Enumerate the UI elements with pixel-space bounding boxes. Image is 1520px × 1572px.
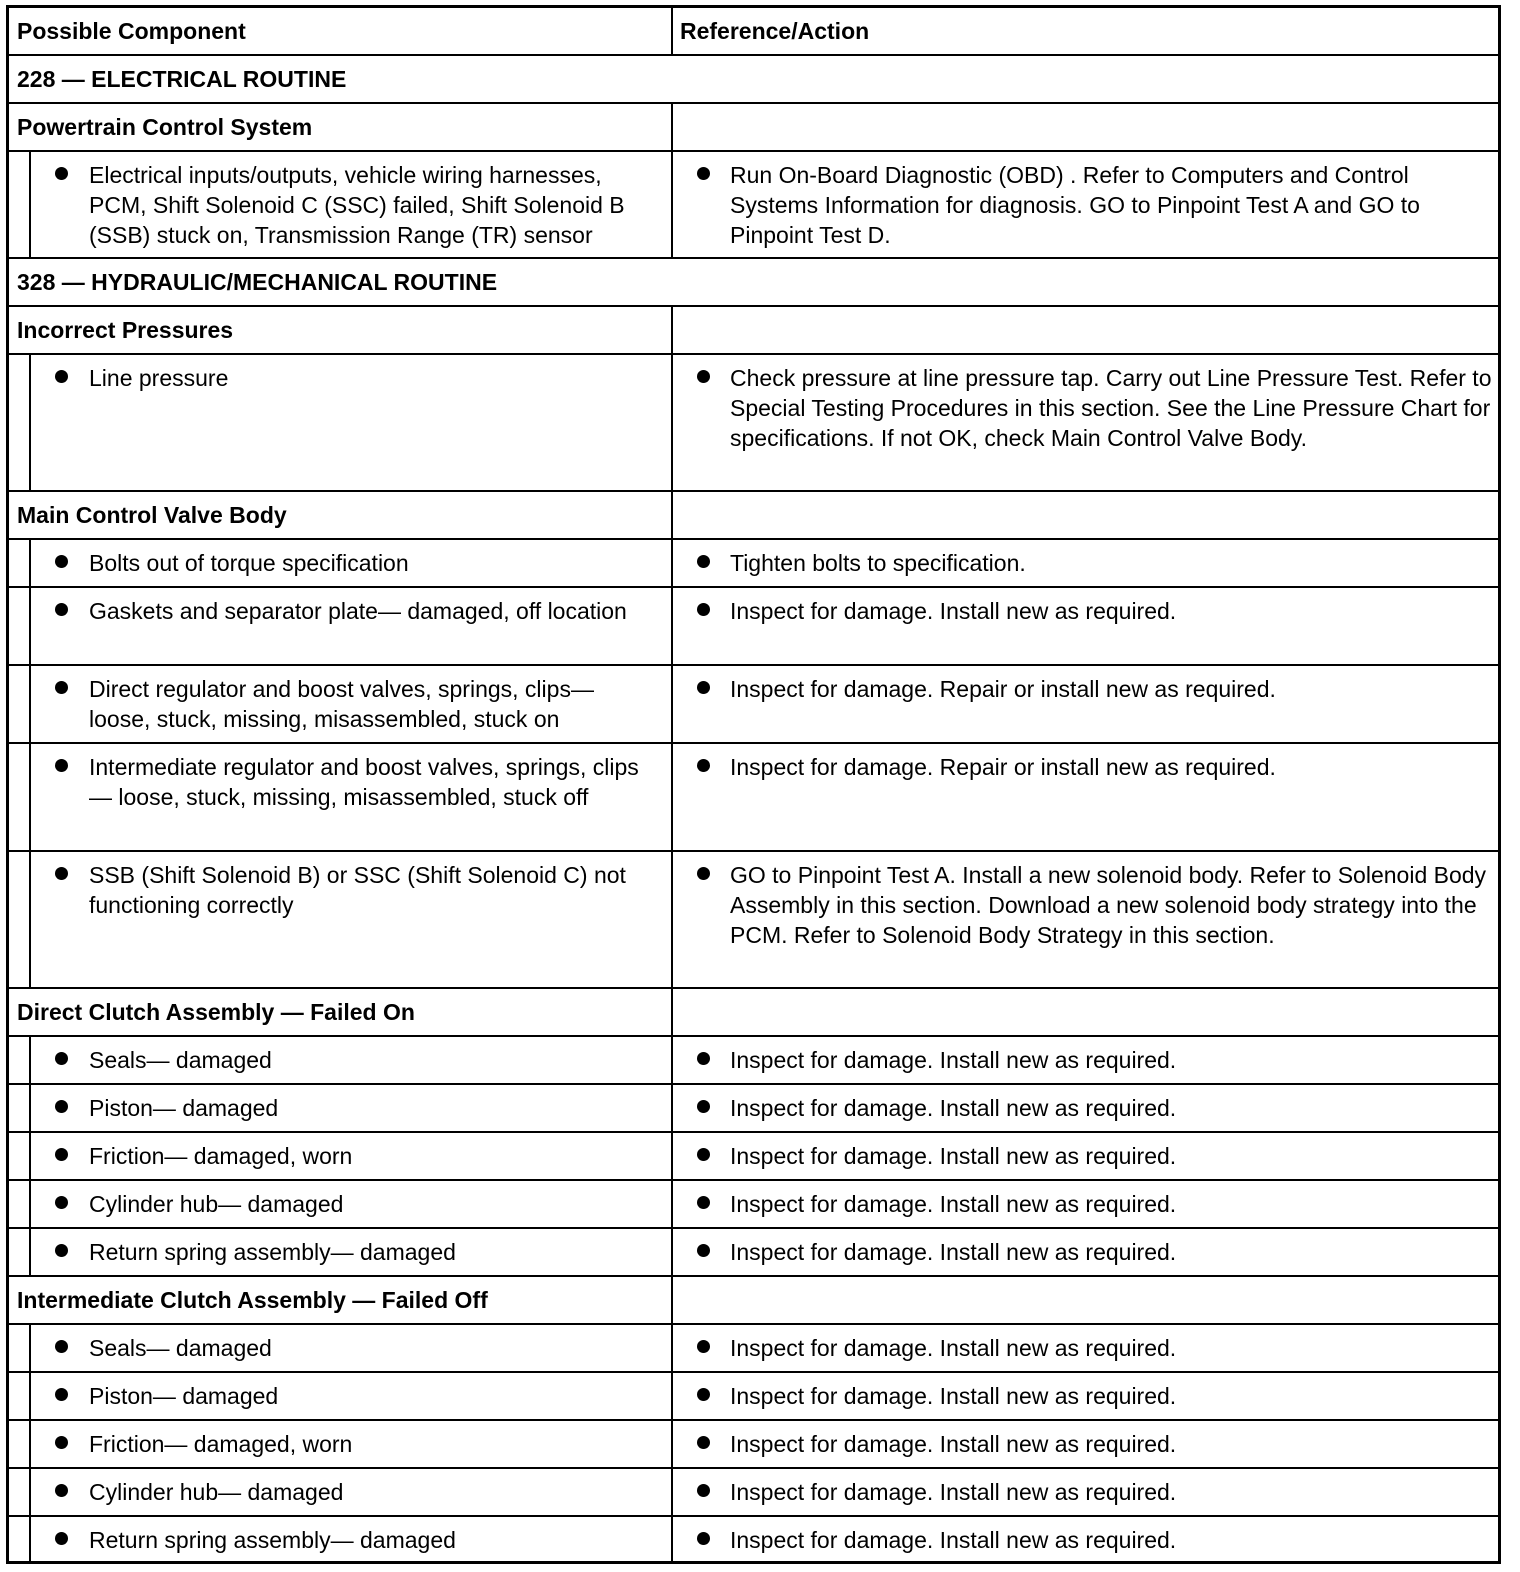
component-text: Electrical inputs/outputs, vehicle wiring harnesses, PCM, Shift Solenoid C (SSC) failed, Shift Solenoid B (SSB) stuck on, Transmission Range (TR) sensor [89,162,625,248]
table-row [9,1083,1498,1131]
component-text: Friction— damaged, worn [89,1143,353,1169]
group-action-empty [673,104,1498,150]
bullet-icon [697,1052,710,1065]
bullet-icon [697,867,710,880]
bullet-icon [55,1052,68,1065]
section-title: 228 — ELECTRICAL ROUTINE [17,66,347,92]
bullet-icon [697,1532,710,1545]
component-text: Piston— damaged [89,1383,279,1409]
action-text: Inspect for damage. Install new as required. [730,598,1177,624]
header-possible-component: Possible Component [9,8,673,54]
bullet-icon [55,167,68,180]
bullet-icon [55,1484,68,1497]
action-text: Inspect for damage. Install new as required. [730,1047,1177,1073]
action-text: Inspect for damage. Install new as required. [730,1431,1177,1457]
action-text: Inspect for damage. Install new as required. [730,1527,1177,1553]
bullet-icon [697,1340,710,1353]
bullet-icon [697,1436,710,1449]
bullet-icon [697,759,710,772]
component-text: Piston— damaged [89,1095,279,1121]
bullet-icon [697,1484,710,1497]
bullet-icon [697,1388,710,1401]
component-text: Friction— damaged, worn [89,1431,353,1457]
table-row [9,664,1498,742]
bullet-icon [697,1148,710,1161]
component-text: Seals— damaged [89,1335,272,1361]
bullet-icon [55,1148,68,1161]
section-row [9,54,1498,102]
table-row [9,742,1498,850]
component-text: Return spring assembly— damaged [89,1527,456,1553]
component-text: Intermediate regulator and boost valves, springs, clips— loose, stuck, missing, misassembled, stuck off [89,754,639,810]
action-text: Inspect for damage. Install new as required. [730,1191,1177,1217]
component-text: Seals— damaged [89,1047,272,1073]
table-row [9,538,1498,586]
action-text: Inspect for damage. Repair or install new as required. [730,676,1276,702]
group-title: Powertrain Control System [9,104,673,150]
bullet-icon [55,370,68,383]
table-row [9,1035,1498,1083]
component-text: Line pressure [89,365,229,391]
table-row [9,353,1498,490]
group-row [9,305,1498,353]
table-row [9,1179,1498,1227]
table-row [9,850,1498,987]
diagnosis-table [6,5,1501,1564]
table-row [9,1467,1498,1515]
action-text: Run On-Board Diagnostic (OBD) . Refer to Computers and Control Systems Information for diagnosis. GO to Pinpoint Test A and GO to Pinpoint Test D. [730,162,1420,248]
table-row [9,150,1498,257]
bullet-icon [697,1196,710,1209]
header-reference-action: Reference/Action [680,18,870,44]
group-action-empty [673,307,1498,353]
table-header-row [9,8,1498,54]
action-text: Inspect for damage. Install new as required. [730,1143,1177,1169]
table-row [9,1515,1498,1561]
component-text: Cylinder hub— damaged [89,1191,344,1217]
section-row [9,257,1498,305]
bullet-icon [55,1244,68,1257]
group-title: Direct Clutch Assembly — Failed On [9,989,673,1035]
component-text: Direct regulator and boost valves, springs, clips— loose, stuck, missing, misassembled, stuck on [89,676,594,732]
action-text: GO to Pinpoint Test A. Install a new solenoid body. Refer to Solenoid Body Assembly in this section. Download a new solenoid body strategy into the PCM. Refer to Solenoid Body Strategy in this section. [730,862,1487,948]
action-text: Check pressure at line pressure tap. Carry out Line Pressure Test. Refer to Special Testing Procedures in this section. See the Line Pressure Chart for specifications. If not OK, check Main Control Valve Body. [730,365,1492,451]
bullet-icon [55,1196,68,1209]
action-text: Inspect for damage. Install new as required. [730,1095,1177,1121]
action-text: Inspect for damage. Install new as required. [730,1479,1177,1505]
bullet-icon [55,681,68,694]
bullet-icon [55,1532,68,1545]
component-text: Bolts out of torque specification [89,550,409,576]
bullet-icon [697,681,710,694]
group-action-empty [673,989,1498,1035]
section-title: 328 — HYDRAULIC/MECHANICAL ROUTINE [17,269,498,295]
table-row [9,1323,1498,1371]
bullet-icon [697,1244,710,1257]
action-text: Inspect for damage. Install new as required. [730,1239,1177,1265]
table-row [9,1131,1498,1179]
bullet-icon [697,370,710,383]
action-text: Tighten bolts to specification. [730,550,1026,576]
bullet-icon [55,759,68,772]
group-row [9,490,1498,538]
action-text: Inspect for damage. Install new as required. [730,1335,1177,1361]
table-row [9,1371,1498,1419]
bullet-icon [55,1436,68,1449]
component-text: Cylinder hub— damaged [89,1479,344,1505]
bullet-icon [55,867,68,880]
bullet-icon [697,167,710,180]
bullet-icon [55,1340,68,1353]
component-text: SSB (Shift Solenoid B) or SSC (Shift Solenoid C) not functioning correctly [89,862,626,918]
bullet-icon [55,555,68,568]
group-action-empty [673,1277,1498,1323]
group-row [9,1275,1498,1323]
group-row [9,987,1498,1035]
bullet-icon [697,555,710,568]
bullet-icon [697,1100,710,1113]
group-action-empty [673,492,1498,538]
action-text: Inspect for damage. Install new as required. [730,1383,1177,1409]
component-text: Gaskets and separator plate— damaged, off location [89,598,627,624]
component-text: Return spring assembly— damaged [89,1239,456,1265]
group-title: Incorrect Pressures [9,307,673,353]
group-row [9,102,1498,150]
action-text: Inspect for damage. Repair or install new as required. [730,754,1276,780]
table-row [9,1227,1498,1275]
bullet-icon [55,1100,68,1113]
group-title: Intermediate Clutch Assembly — Failed Off [9,1277,673,1323]
bullet-icon [55,1388,68,1401]
table-row [9,1419,1498,1467]
group-title: Main Control Valve Body [9,492,673,538]
bullet-icon [697,603,710,616]
bullet-icon [55,603,68,616]
table-row [9,586,1498,664]
